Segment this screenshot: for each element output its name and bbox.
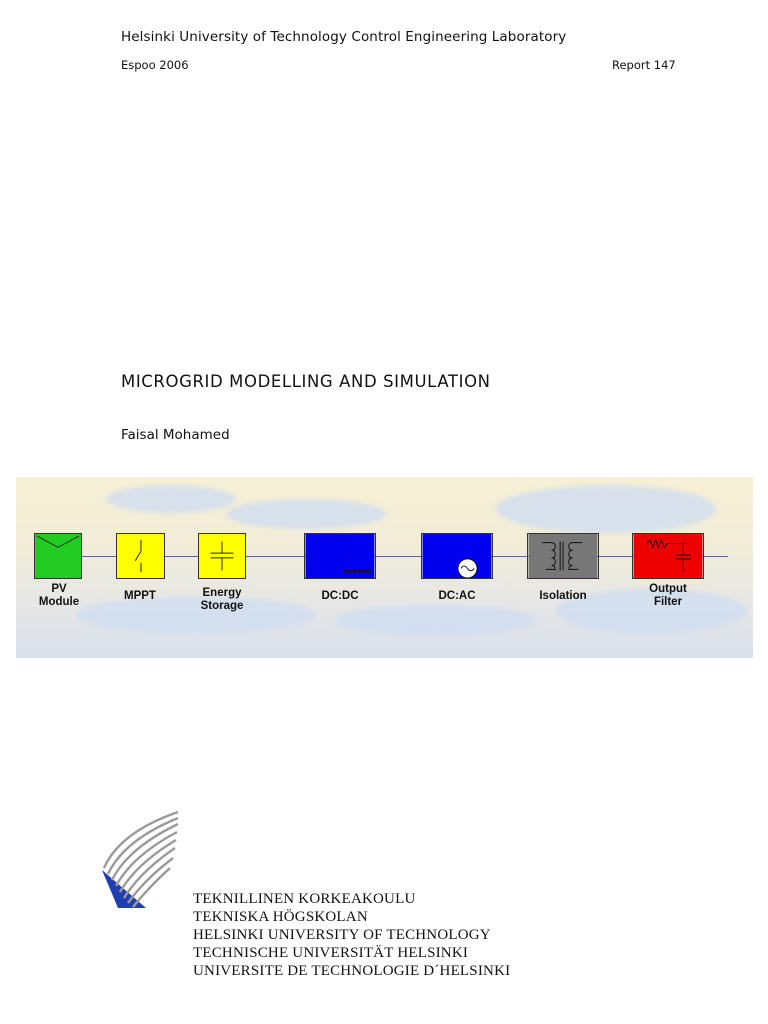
isolation-label: Isolation xyxy=(539,590,587,602)
place-year: Espoo 2006 xyxy=(121,58,189,72)
switch-icon xyxy=(117,534,164,578)
pv-icon xyxy=(35,534,81,578)
university-name-german: TECHNISCHE UNIVERSITÄT HELSINKI xyxy=(193,945,469,961)
sine-icon xyxy=(422,534,492,578)
dcac-label: DC:AC xyxy=(438,590,476,602)
university-name-swedish: TEKNISKA HÖGSKOLAN xyxy=(193,909,368,925)
mppt-label: MPPT xyxy=(124,590,156,602)
dcdc-icon xyxy=(305,534,375,578)
transformer-icon xyxy=(528,534,598,578)
report-number: Report 147 xyxy=(612,58,676,72)
pv-module-block xyxy=(34,533,82,579)
output-filter-label: Output Filter xyxy=(649,583,687,608)
output-filter-block xyxy=(632,533,704,579)
capacitor-icon xyxy=(199,534,245,578)
microgrid-block-diagram xyxy=(16,477,753,658)
pv-module-label: PV Module xyxy=(38,583,80,608)
institution-header: Helsinki University of Technology Control Engineering Laboratory xyxy=(121,29,567,45)
university-name-english: HELSINKI UNIVERSITY OF TECHNOLOGY xyxy=(193,927,491,943)
dcdc-block xyxy=(304,533,376,579)
university-logo-icon xyxy=(100,810,182,910)
author-name: Faisal Mohamed xyxy=(121,427,230,443)
filter-icon xyxy=(633,534,703,578)
dcdc-label: DC:DC xyxy=(321,590,359,602)
isolation-block xyxy=(527,533,599,579)
university-name-finnish: TEKNILLINEN KORKEAKOULU xyxy=(193,891,416,907)
mppt-block xyxy=(116,533,165,579)
energy-storage-block xyxy=(198,533,246,579)
document-title: MICROGRID MODELLING AND SIMULATION xyxy=(121,372,491,391)
energy-storage-label: Energy Storage xyxy=(200,587,244,612)
dcac-block xyxy=(421,533,493,579)
university-name-french: UNIVERSITE DE TECHNOLOGIE D´HELSINKI xyxy=(193,963,511,979)
